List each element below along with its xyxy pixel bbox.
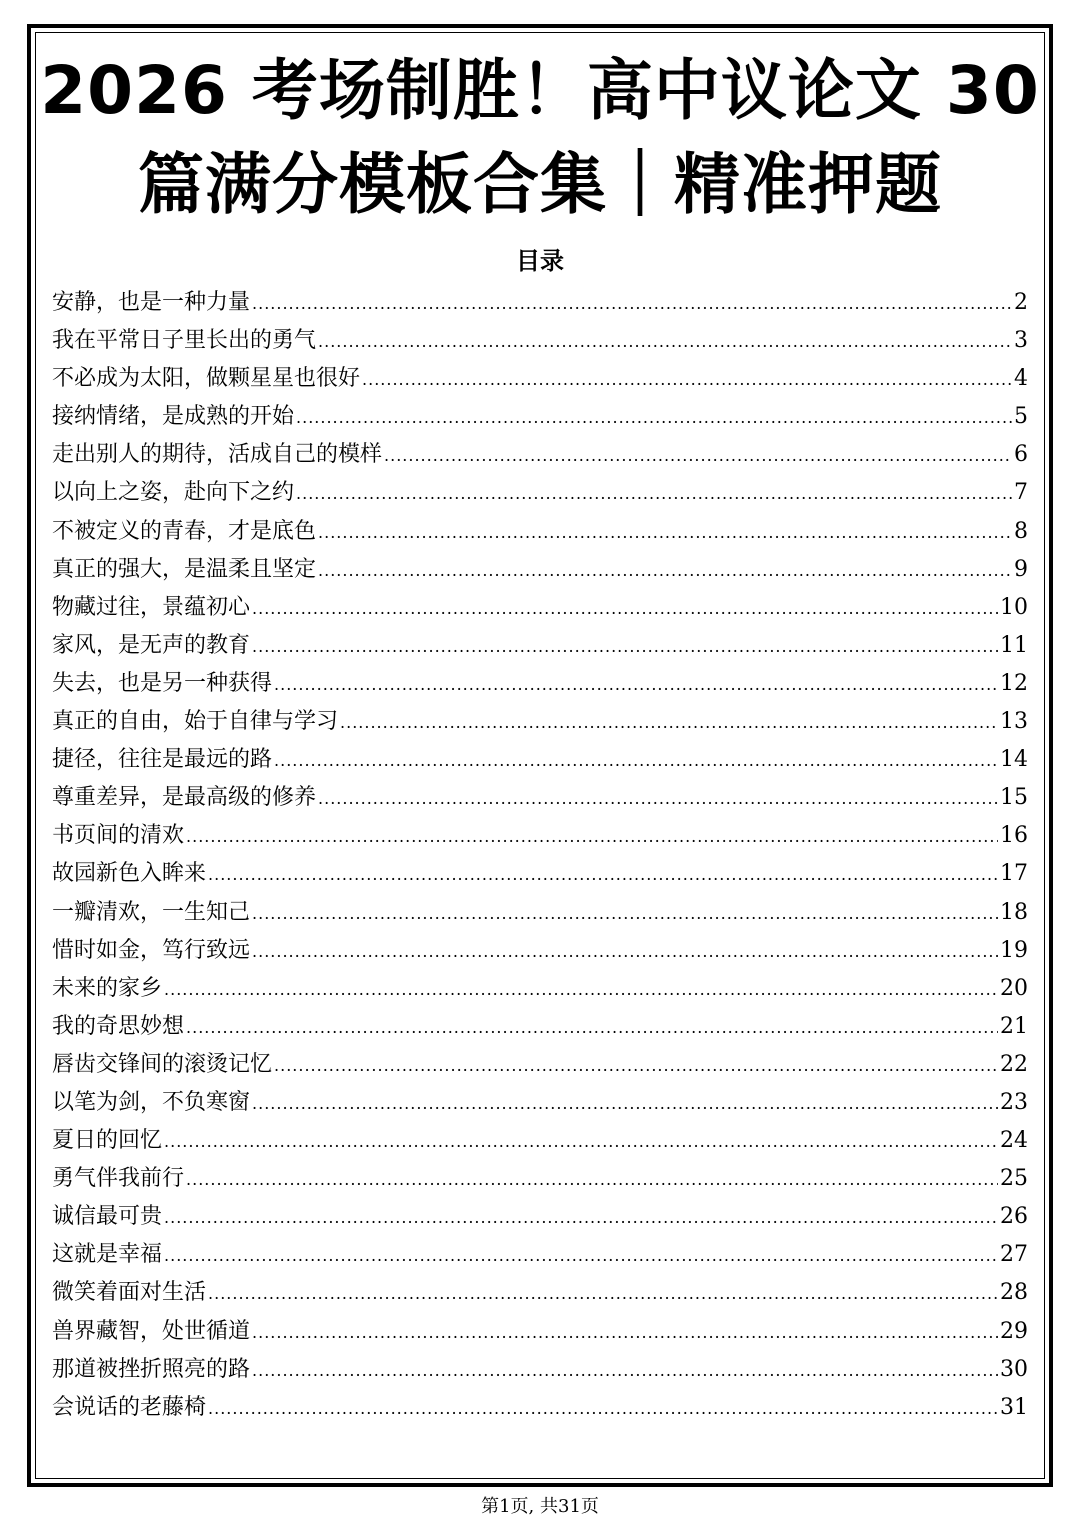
toc-entry-page: 18 xyxy=(1000,899,1028,925)
toc-entry[interactable] xyxy=(52,474,1028,512)
toc-dot-leader xyxy=(252,1314,998,1352)
toc-entry-title: 不被定义的青春，才是底色 xyxy=(52,518,317,544)
toc-entry-page: 13 xyxy=(1000,709,1028,735)
toc-entry-title: 故园新色入眸来 xyxy=(52,861,207,887)
toc-dot-leader xyxy=(274,1047,998,1085)
toc-dot-leader xyxy=(208,856,998,894)
toc-entry-page: 21 xyxy=(1000,1013,1028,1039)
toc-entry-page: 19 xyxy=(1000,937,1028,963)
toc-entry[interactable] xyxy=(52,1389,1028,1427)
toc-entry-title: 我在平常日子里长出的勇气 xyxy=(52,328,317,354)
toc-dot-leader xyxy=(362,361,1012,399)
toc-entry[interactable] xyxy=(52,894,1028,932)
toc-heading: 目录 xyxy=(516,247,564,275)
toc-entry[interactable] xyxy=(52,513,1028,551)
toc-entry[interactable] xyxy=(52,1351,1028,1389)
toc-entry-page: 6 xyxy=(1014,442,1028,468)
toc-entry-page: 23 xyxy=(1000,1089,1028,1115)
toc-dot-leader xyxy=(164,1237,998,1275)
toc-entry[interactable] xyxy=(52,551,1028,589)
toc-entry-title: 物藏过往，景蕴初心 xyxy=(52,594,251,620)
toc-entry-title: 接纳情绪，是成熟的开始 xyxy=(52,404,295,430)
toc-entry-page: 2 xyxy=(1014,290,1028,315)
toc-dot-leader xyxy=(186,818,998,856)
toc-entry[interactable] xyxy=(52,1236,1028,1274)
toc-entry[interactable] xyxy=(52,1274,1028,1312)
toc-entry-title: 捷径，往往是最远的路 xyxy=(52,747,273,773)
toc-entry[interactable] xyxy=(52,1160,1028,1198)
toc-entry-page: 7 xyxy=(1014,480,1028,506)
toc-entry-page: 16 xyxy=(1000,823,1028,849)
toc-entry-title: 失去，也是另一种获得 xyxy=(52,670,273,696)
toc-entry[interactable] xyxy=(52,779,1028,817)
toc-dot-leader xyxy=(252,285,1012,323)
toc-dot-leader xyxy=(384,437,1012,475)
toc-entry-title: 家风，是无声的教育 xyxy=(52,632,251,658)
toc-entry-title: 惜时如金，笃行致远 xyxy=(52,937,251,963)
toc-dot-leader xyxy=(318,552,1012,590)
toc-entry[interactable] xyxy=(52,1198,1028,1236)
table-of-contents xyxy=(52,284,1028,1427)
toc-entry-title: 未来的家乡 xyxy=(52,975,163,1001)
toc-entry-page: 8 xyxy=(1014,518,1028,544)
toc-entry[interactable] xyxy=(52,1008,1028,1046)
page-footer: 第1页, 共31页 xyxy=(481,1496,599,1517)
toc-entry-page: 27 xyxy=(1000,1242,1028,1268)
toc-dot-leader xyxy=(274,666,998,704)
toc-entry[interactable] xyxy=(52,436,1028,474)
toc-entry[interactable] xyxy=(52,589,1028,627)
toc-entry-page: 26 xyxy=(1000,1204,1028,1230)
document-title: 2026 考场制胜！高中议论文 30 篇满分模板合集｜精准押题 xyxy=(40,52,1040,223)
toc-entry-title: 唇齿交锋间的滚烫记忆 xyxy=(52,1051,273,1077)
toc-entry-page: 4 xyxy=(1014,366,1028,392)
toc-entry-title: 一瓣清欢，一生知己 xyxy=(52,899,251,925)
toc-entry-title: 以笔为剑，不负寒窗 xyxy=(52,1089,251,1115)
toc-dot-leader xyxy=(252,933,998,971)
toc-entry[interactable] xyxy=(52,855,1028,893)
toc-entry-title: 会说话的老藤椅 xyxy=(52,1394,207,1420)
toc-entry-title: 安静，也是一种力量 xyxy=(52,290,251,315)
toc-entry[interactable] xyxy=(52,1046,1028,1084)
toc-entry[interactable] xyxy=(52,817,1028,855)
toc-entry-page: 22 xyxy=(1000,1051,1028,1077)
toc-entry[interactable] xyxy=(52,284,1028,322)
toc-entry-title: 书页间的清欢 xyxy=(52,823,185,849)
toc-dot-leader xyxy=(252,1085,998,1123)
toc-entry-page: 5 xyxy=(1014,404,1028,430)
toc-entry[interactable] xyxy=(52,970,1028,1008)
toc-entry[interactable] xyxy=(52,322,1028,360)
toc-entry[interactable] xyxy=(52,1313,1028,1351)
toc-entry[interactable] xyxy=(52,703,1028,741)
toc-entry-page: 15 xyxy=(1000,785,1028,811)
toc-dot-leader xyxy=(296,399,1012,437)
toc-entry[interactable] xyxy=(52,1122,1028,1160)
toc-entry[interactable] xyxy=(52,932,1028,970)
toc-entry[interactable] xyxy=(52,627,1028,665)
toc-entry-page: 3 xyxy=(1014,328,1028,354)
toc-entry-page: 25 xyxy=(1000,1166,1028,1192)
toc-entry-page: 17 xyxy=(1000,861,1028,887)
toc-dot-leader xyxy=(340,704,998,742)
toc-entry[interactable] xyxy=(52,1084,1028,1122)
toc-entry-page: 31 xyxy=(1000,1394,1028,1420)
toc-dot-leader xyxy=(164,971,998,1009)
toc-entry-title: 勇气伴我前行 xyxy=(52,1166,185,1192)
toc-entry-title: 夏日的回忆 xyxy=(52,1128,163,1154)
toc-entry-page: 12 xyxy=(1000,670,1028,696)
toc-entry-page: 9 xyxy=(1014,556,1028,582)
toc-dot-leader xyxy=(208,1275,998,1313)
toc-dot-leader xyxy=(252,590,998,628)
toc-entry[interactable] xyxy=(52,665,1028,703)
toc-entry-page: 30 xyxy=(1000,1356,1028,1382)
toc-entry-page: 10 xyxy=(1000,594,1028,620)
toc-entry-title: 真正的自由，始于自律与学习 xyxy=(52,709,339,735)
toc-entry-page: 28 xyxy=(1000,1280,1028,1306)
toc-dot-leader xyxy=(186,1009,998,1047)
toc-entry[interactable] xyxy=(52,360,1028,398)
toc-entry-title: 尊重差异，是最高级的修养 xyxy=(52,785,317,811)
toc-dot-leader xyxy=(252,1352,998,1390)
toc-entry-title: 我的奇思妙想 xyxy=(52,1013,185,1039)
toc-entry[interactable] xyxy=(52,741,1028,779)
toc-entry-page: 20 xyxy=(1000,975,1028,1001)
toc-dot-leader xyxy=(318,323,1012,361)
toc-dot-leader xyxy=(164,1123,998,1161)
toc-entry-title: 以向上之姿，赴向下之约 xyxy=(52,480,295,506)
toc-entry-title: 诚信最可贵 xyxy=(52,1204,163,1230)
toc-dot-leader xyxy=(318,514,1012,552)
toc-dot-leader xyxy=(318,780,998,818)
toc-entry-title: 走出别人的期待，活成自己的模样 xyxy=(52,442,383,468)
toc-dot-leader xyxy=(274,742,998,780)
toc-dot-leader xyxy=(186,1161,998,1199)
toc-entry-title: 兽界藏智，处世循道 xyxy=(52,1318,251,1344)
toc-entry[interactable] xyxy=(52,398,1028,436)
toc-dot-leader xyxy=(164,1199,998,1237)
toc-entry-page: 14 xyxy=(1000,747,1028,773)
toc-entry-page: 11 xyxy=(1000,632,1028,658)
toc-entry-title: 真正的强大，是温柔且坚定 xyxy=(52,556,317,582)
toc-entry-page: 29 xyxy=(1000,1318,1028,1344)
toc-entry-title: 微笑着面对生活 xyxy=(52,1280,207,1306)
toc-dot-leader xyxy=(208,1390,998,1428)
toc-entry-title: 不必成为太阳，做颗星星也很好 xyxy=(52,366,361,392)
toc-entry-page: 24 xyxy=(1000,1128,1028,1154)
toc-dot-leader xyxy=(296,475,1012,513)
toc-dot-leader xyxy=(252,895,998,933)
toc-entry-title: 那道被挫折照亮的路 xyxy=(52,1356,251,1382)
toc-dot-leader xyxy=(252,628,998,666)
toc-entry-title: 这就是幸福 xyxy=(52,1242,163,1268)
